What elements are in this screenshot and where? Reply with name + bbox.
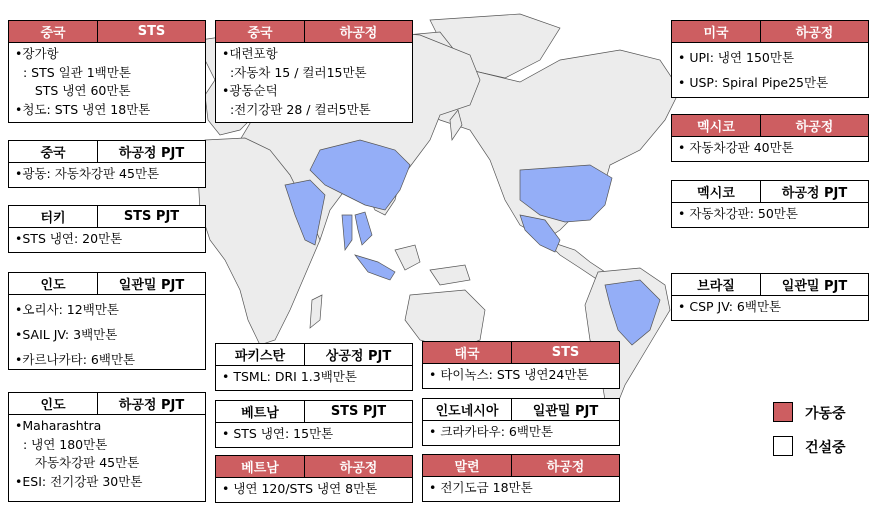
box-country: 중국 [216, 21, 304, 42]
thailand-highlight [342, 215, 352, 250]
box-line: •STS 냉연: 20만톤 [15, 231, 123, 246]
box-type: 일관밀 PJT [97, 273, 205, 294]
box-line: •SAIL JV: 3백만톤 [15, 327, 118, 342]
box-thailand [422, 341, 620, 389]
box-line: •ESI: 전기강판 30만톤 [15, 473, 143, 489]
box-line: • USP: Spiral Pipe25만톤 [678, 75, 829, 90]
box-pakistan [215, 343, 413, 391]
box-turkey [8, 205, 206, 253]
box-vietnam-down [215, 455, 413, 503]
legend-construction-swatch [773, 436, 793, 456]
box-type: STS PJT [304, 401, 412, 422]
box-country: 멕시코 [672, 115, 760, 136]
box-line: •Maharashtra [15, 418, 102, 433]
box-type: STS [97, 21, 205, 42]
box-type: STS [511, 342, 619, 363]
box-line: :전기강판 28 / 컬러5만톤 [222, 101, 371, 117]
box-type: 상공정 PJT [304, 344, 412, 365]
box-country: 미국 [672, 21, 760, 42]
box-india-mill [8, 272, 206, 370]
box-country: 태국 [423, 342, 511, 363]
box-line: •광동: 자동차강판 45만톤 [15, 166, 160, 181]
new-guinea-shape [430, 265, 470, 285]
box-country: 말련 [423, 455, 511, 476]
box-type: 하공정 [760, 115, 868, 136]
madagascar-shape [310, 295, 322, 328]
box-line: STS 냉연 60만톤 [15, 83, 131, 98]
box-china-down [215, 20, 413, 123]
borneo-shape [395, 245, 420, 270]
box-line: •대련포항 [222, 46, 278, 61]
box-country: 인도 [9, 393, 97, 414]
box-china-sts [8, 20, 206, 123]
box-mexico-down [671, 114, 869, 162]
box-line: • STS 냉연: 15만톤 [222, 426, 334, 441]
box-mexico-pjt [671, 180, 869, 228]
box-type: 하공정 [304, 21, 412, 42]
box-type: 하공정 [760, 21, 868, 42]
box-line: •카르나카타: 6백만톤 [15, 352, 136, 367]
box-brazil [671, 273, 869, 321]
box-line: • 자동차강판: 50만톤 [678, 206, 798, 221]
box-type: STS PJT [97, 206, 205, 227]
box-line: • 크라카타우: 6백만톤 [429, 424, 554, 439]
box-line: •청도: STS 냉연 18만톤 [15, 101, 151, 117]
box-line: • UPI: 냉연 150만톤 [678, 50, 795, 65]
box-line: :자동차 15 / 컬러15만톤 [222, 64, 367, 80]
box-country: 멕시코 [672, 181, 760, 202]
box-country: 인도네시아 [423, 399, 511, 420]
legend-construction-label: 건설중 [805, 440, 846, 456]
box-country: 브라질 [672, 274, 760, 295]
box-line: : 냉연 180만톤 [15, 436, 108, 452]
box-type: 하공정 [511, 455, 619, 476]
box-china-pjt [8, 140, 206, 188]
box-line: : STS 일관 1백만톤 [15, 64, 131, 80]
vietnam-highlight [355, 212, 372, 245]
box-type: 일관밀 PJT [760, 274, 868, 295]
box-type: 일관밀 PJT [511, 399, 619, 420]
box-type: 하공정 PJT [97, 393, 205, 414]
box-type: 하공정 PJT [760, 181, 868, 202]
box-line: • 냉연 120/STS 냉연 8만톤 [222, 481, 378, 496]
box-line: • 타이녹스: STS 냉연24만톤 [429, 367, 589, 382]
box-india-down [8, 392, 206, 502]
box-usa [671, 20, 869, 98]
indonesia-highlight [355, 255, 395, 280]
box-country: 중국 [9, 21, 97, 42]
box-vietnam-sts [215, 400, 413, 448]
box-country: 베트남 [216, 456, 304, 477]
box-indonesia [422, 398, 620, 446]
box-line: • TSML: DRI 1.3백만톤 [222, 369, 357, 384]
box-line: •광동순덕 [222, 83, 278, 98]
box-line: • CSP JV: 6백만톤 [678, 299, 782, 314]
box-country: 파키스탄 [216, 344, 304, 365]
box-type: 하공정 PJT [97, 141, 205, 162]
box-type: 하공정 [304, 456, 412, 477]
box-country: 터키 [9, 206, 97, 227]
box-country: 베트남 [216, 401, 304, 422]
box-line: • 전기도금 18만톤 [429, 480, 533, 495]
box-line: 자동차강판 45만톤 [15, 455, 140, 470]
box-country: 인도 [9, 273, 97, 294]
box-line: • 자동차강판 40만톤 [678, 140, 794, 155]
box-malaysia [422, 454, 620, 502]
box-line: •장가항 [15, 46, 59, 61]
legend-operating-label: 가동중 [805, 406, 846, 422]
box-country: 중국 [9, 141, 97, 162]
box-line: •오리사: 12백만톤 [15, 302, 119, 317]
legend-operating-swatch [773, 402, 793, 422]
